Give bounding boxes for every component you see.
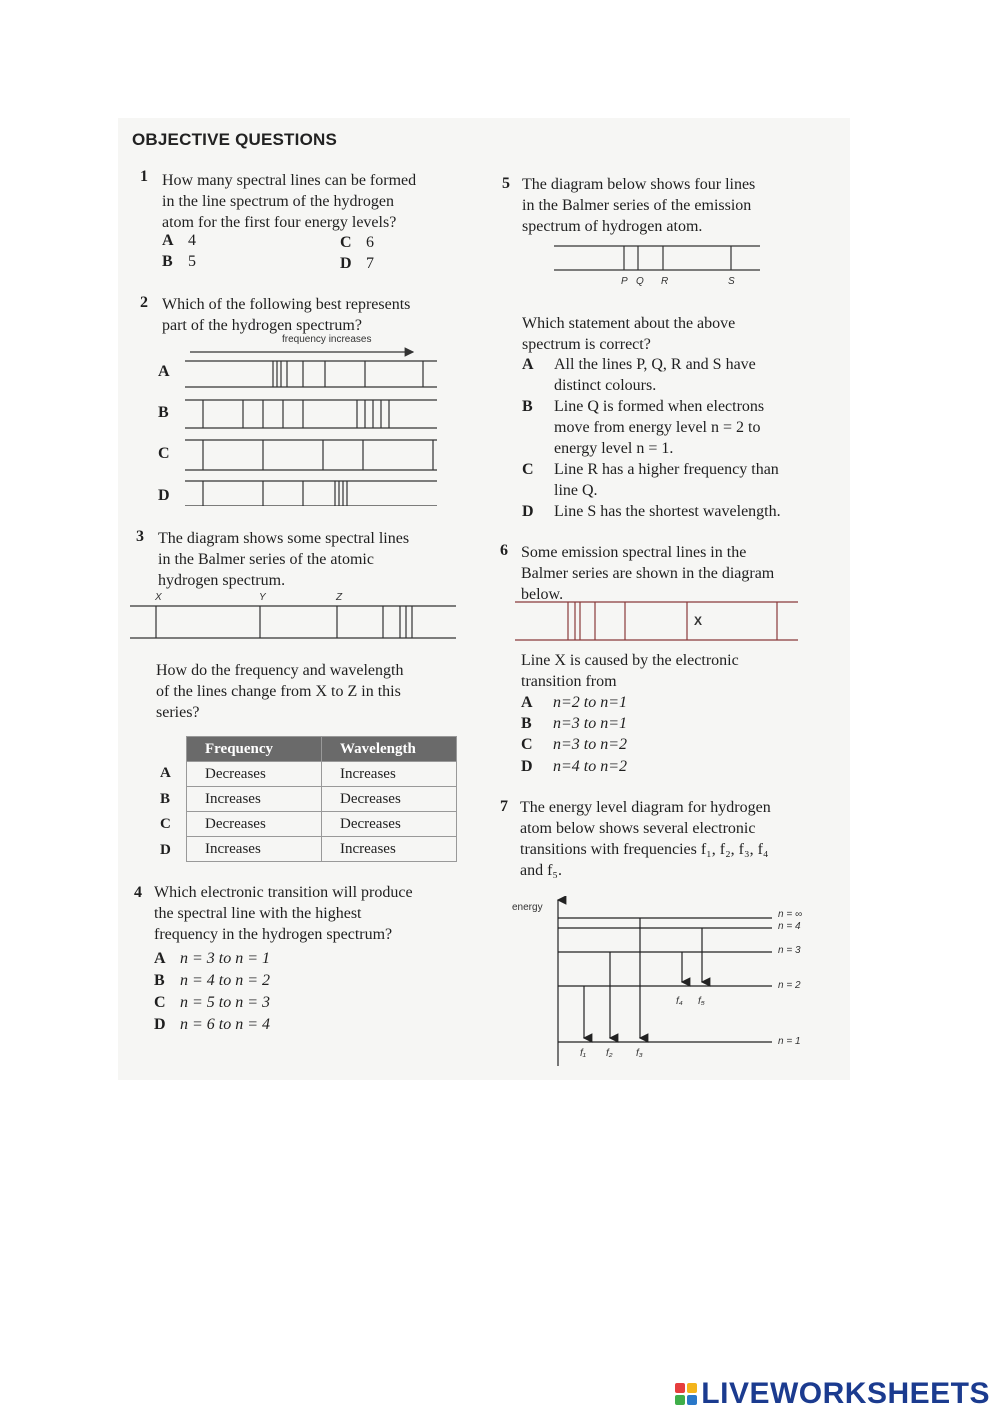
- marker-line-x: X: [694, 614, 703, 628]
- q4-option-d[interactable]: [154, 1014, 270, 1035]
- question-1-line: atom for the first four energy levels?: [162, 214, 397, 231]
- q3-balmer-diagram: [130, 602, 460, 642]
- question-3-text: [158, 528, 409, 591]
- question-1-line: How many spectral lines can be formed: [162, 172, 417, 189]
- option-text: n=3 to n=2: [553, 736, 628, 753]
- marker-q: Q: [636, 276, 644, 287]
- freq-label-f5: f₅: [698, 996, 705, 1007]
- brand-square: [687, 1395, 697, 1405]
- question-6-follow: [521, 650, 739, 692]
- marker-z: Z: [336, 592, 343, 603]
- option-letter: B: [154, 972, 165, 989]
- option-text: n = 3 to n = 1: [180, 950, 271, 967]
- marker-p: P: [621, 276, 628, 287]
- q2-option-d[interactable]: D: [158, 487, 170, 504]
- option-text: n=4 to n=2: [553, 758, 628, 775]
- q4-option-b[interactable]: [154, 970, 270, 991]
- question-5-follow-line: spectrum is correct?: [522, 336, 651, 353]
- option-text: [554, 396, 764, 459]
- option-text: [554, 354, 756, 396]
- freq-label-f4: f₄: [676, 996, 683, 1007]
- cell-wavelength: Increases: [322, 837, 457, 862]
- level-label-n2: n = 2: [778, 980, 801, 991]
- option-text: 4: [188, 232, 196, 249]
- option-letter: A: [162, 232, 174, 249]
- q2-spectrum-c: [185, 440, 437, 470]
- q6-option-d[interactable]: [521, 756, 627, 777]
- q5-option-a[interactable]: [522, 354, 756, 396]
- q2-spectra-diagram: [185, 346, 445, 506]
- question-3-follow-line: series?: [156, 704, 200, 721]
- option-line: All the lines P, Q, R and S have: [554, 356, 756, 373]
- brand-mark-icon: [675, 1383, 697, 1405]
- question-6-follow-line: transition from: [521, 673, 617, 690]
- q3-option-d[interactable]: D: [160, 842, 171, 858]
- question-6-text: [521, 542, 774, 605]
- question-1-number: 1: [140, 168, 148, 185]
- q2-spectrum-a: [185, 361, 437, 387]
- table-header-wavelength: Wavelength: [322, 737, 457, 762]
- question-3-line: hydrogen spectrum.: [158, 572, 286, 589]
- q6-option-c[interactable]: [521, 734, 627, 755]
- option-line: energy level n = 1.: [554, 440, 674, 457]
- option-letter: D: [522, 503, 534, 520]
- question-6-number: 6: [500, 542, 508, 559]
- question-3-follow-line: of the lines change from X to Z in this: [156, 683, 401, 700]
- question-4-line: frequency in the hydrogen spectrum?: [154, 926, 393, 943]
- question-6-line: Some emission spectral lines in the: [521, 544, 747, 561]
- question-5-number: 5: [502, 175, 510, 192]
- question-3-follow: [156, 660, 403, 723]
- question-2-number: 2: [140, 294, 148, 311]
- option-text: 7: [366, 255, 374, 272]
- option-text: n = 4 to n = 2: [180, 972, 271, 989]
- energy-axis-label: energy: [512, 902, 543, 913]
- option-letter: C: [521, 736, 533, 753]
- q2-spectrum-b: [185, 400, 437, 428]
- question-5-line: spectrum of hydrogen atom.: [522, 218, 703, 235]
- question-5-follow: [522, 313, 735, 355]
- q2-option-c[interactable]: C: [158, 445, 170, 462]
- question-7-text: [520, 797, 771, 881]
- question-1-text: [162, 170, 416, 233]
- option-letter: D: [340, 255, 352, 272]
- table-row[interactable]: [187, 762, 457, 787]
- option-letter: C: [522, 461, 534, 478]
- option-line: distinct colours.: [554, 377, 657, 394]
- option-letter: B: [521, 715, 532, 732]
- question-2-line: Which of the following best represents: [162, 296, 411, 313]
- q1-option-a[interactable]: [162, 230, 196, 251]
- option-letter: D: [154, 1016, 166, 1033]
- question-3-line: in the Balmer series of the atomic: [158, 551, 374, 568]
- option-line: Line R has a higher frequency than: [554, 461, 779, 478]
- table-header-frequency: Frequency: [187, 737, 322, 762]
- brand-name: LIVEWORKSHEETS: [701, 1377, 990, 1410]
- option-text: Line S has the shortest wavelength.: [554, 503, 781, 520]
- q4-option-a[interactable]: [154, 948, 270, 969]
- option-line: Line Q is formed when electrons: [554, 398, 765, 415]
- option-letter: C: [340, 234, 352, 251]
- marker-x: X: [155, 592, 162, 603]
- q5-option-b[interactable]: [522, 396, 764, 459]
- level-label-n-infinity: n = ∞: [778, 909, 803, 920]
- level-label-n1: n = 1: [778, 1036, 801, 1047]
- cell-frequency: Decreases: [187, 762, 322, 787]
- option-text: n = 6 to n = 4: [180, 1016, 271, 1033]
- q2-spectrum-d: [185, 481, 437, 506]
- question-5-line: in the Balmer series of the emission: [522, 197, 752, 214]
- cell-frequency: Increases: [187, 787, 322, 812]
- question-2-text: [162, 294, 410, 336]
- option-letter: D: [521, 758, 533, 775]
- cell-frequency: Increases: [187, 837, 322, 862]
- q6-spectrum-diagram: [515, 598, 800, 644]
- question-7-line: The energy level diagram for hydrogen: [520, 799, 771, 816]
- question-6-line: Balmer series are shown in the diagram: [521, 565, 775, 582]
- option-text: 6: [366, 234, 374, 251]
- question-3-number: 3: [136, 528, 144, 545]
- q6-option-b[interactable]: [521, 713, 627, 734]
- option-text: [554, 459, 779, 501]
- q1-option-b[interactable]: [162, 251, 196, 272]
- q5-spectrum-diagram: [550, 242, 765, 274]
- question-4-line: the spectral line with the highest: [154, 905, 362, 922]
- freq-label-f1: f₁: [580, 1048, 586, 1059]
- q5-option-d[interactable]: [522, 501, 781, 522]
- cell-frequency: Decreases: [187, 812, 322, 837]
- option-letter: A: [521, 694, 533, 711]
- question-1-line: in the line spectrum of the hydrogen: [162, 193, 394, 210]
- question-3-line: The diagram shows some spectral lines: [158, 530, 410, 547]
- marker-y: Y: [259, 592, 266, 603]
- freq-label-f2: f₂: [606, 1048, 613, 1059]
- option-letter: B: [522, 398, 533, 415]
- question-6-line: below.: [521, 586, 564, 603]
- option-text: n=2 to n=1: [553, 694, 628, 711]
- q6-option-a[interactable]: [521, 692, 627, 713]
- option-text: n=3 to n=1: [553, 715, 628, 732]
- q1-option-d[interactable]: [340, 253, 374, 274]
- energy-level-diagram: [540, 896, 780, 1068]
- level-label-n3: n = 3: [778, 945, 801, 956]
- cell-wavelength: Decreases: [322, 812, 457, 837]
- question-4-line: Which electronic transition will produce: [154, 884, 413, 901]
- question-5-follow-line: Which statement about the above: [522, 315, 736, 332]
- table-row[interactable]: [187, 787, 457, 812]
- option-letter: A: [522, 356, 534, 373]
- q2-option-a[interactable]: A: [158, 363, 170, 380]
- question-3-follow-line: How do the frequency and wavelength: [156, 662, 404, 679]
- option-letter: C: [154, 994, 166, 1011]
- option-text: 5: [188, 253, 196, 270]
- option-letter: B: [162, 253, 173, 270]
- liveworksheets-logo[interactable]: [675, 1377, 990, 1411]
- question-4-number: 4: [134, 884, 142, 901]
- page-title: OBJECTIVE QUESTIONS: [132, 130, 338, 149]
- option-letter: A: [154, 950, 166, 967]
- frequency-arrow-label: frequency increases: [282, 334, 372, 345]
- question-2-line: part of the hydrogen spectrum?: [162, 317, 362, 334]
- question-7-line: atom below shows several electronic: [520, 820, 756, 837]
- question-7-line: transitions with frequencies f₁, f₂, f₃, f₄: [520, 841, 769, 858]
- q1-option-c[interactable]: [340, 232, 374, 253]
- question-5-line: The diagram below shows four lines: [522, 176, 756, 193]
- level-label-n4: n = 4: [778, 921, 801, 932]
- q3-option-b[interactable]: B: [160, 791, 171, 807]
- option-line: move from energy level n = 2 to: [554, 419, 761, 436]
- cell-wavelength: Increases: [322, 762, 457, 787]
- q2-option-b[interactable]: B: [158, 404, 169, 421]
- q5-option-c[interactable]: [522, 459, 779, 501]
- option-line: line Q.: [554, 482, 598, 499]
- q3-option-c[interactable]: C: [160, 816, 171, 832]
- question-5-text: [522, 174, 755, 237]
- question-7-line: and f₅.: [520, 862, 563, 879]
- freq-label-f3: f₃: [636, 1048, 643, 1059]
- q3-answer-table: [186, 736, 457, 862]
- q4-option-c[interactable]: [154, 992, 270, 1013]
- table-row[interactable]: [187, 837, 457, 862]
- question-4-text: [154, 882, 413, 945]
- brand-square: [675, 1383, 685, 1393]
- cell-wavelength: Decreases: [322, 787, 457, 812]
- marker-s: S: [728, 276, 735, 287]
- marker-r: R: [661, 276, 669, 287]
- table-row[interactable]: [187, 812, 457, 837]
- question-7-number: 7: [500, 798, 508, 815]
- q3-option-a[interactable]: A: [160, 765, 171, 781]
- question-6-follow-line: Line X is caused by the electronic: [521, 652, 739, 669]
- brand-square: [687, 1383, 697, 1393]
- brand-square: [675, 1395, 685, 1405]
- option-text: n = 5 to n = 3: [180, 994, 271, 1011]
